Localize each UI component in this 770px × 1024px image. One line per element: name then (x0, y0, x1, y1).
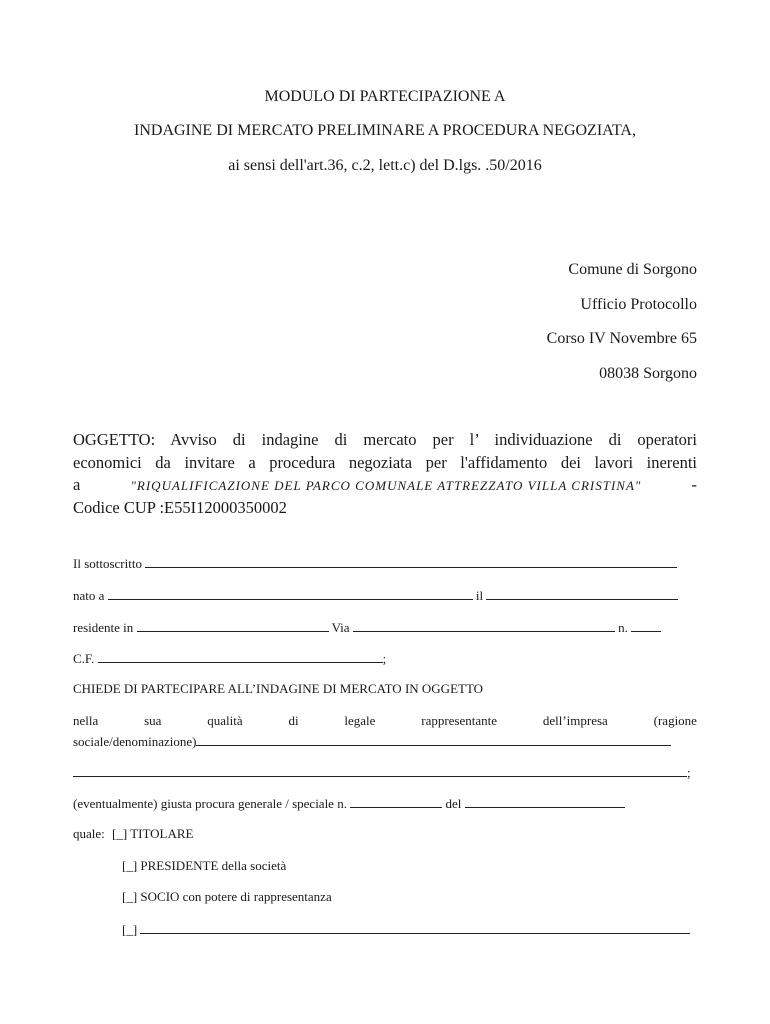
tax-code-field[interactable] (98, 650, 383, 663)
birthdate-field[interactable] (486, 587, 678, 600)
procura-row (73, 795, 625, 812)
recipient-line-4: 08038 Sorgono (599, 365, 697, 382)
procura-label: (eventualmente) giusta procura generale / speciale n. (73, 796, 347, 811)
company-name-field[interactable] (196, 733, 671, 746)
nato-row (73, 587, 678, 604)
recipient-line-1: Comune di Sorgono (568, 261, 697, 278)
residence-city-field[interactable] (137, 619, 329, 632)
quale-label: quale: (73, 826, 105, 841)
street-number-field[interactable] (631, 619, 661, 632)
company-name-continuation-row (73, 764, 691, 781)
cf-row (73, 650, 386, 667)
option-other-row (122, 921, 690, 938)
qualita-word-6: rappresentante (421, 713, 498, 728)
ragione-sociale-row (73, 733, 671, 750)
subject-line-2: economici da invitare a procedura negoziata per l'affidamento dei lavori inerenti (73, 453, 697, 472)
subject-line-3-prefix: a (73, 475, 81, 494)
qualita-word-5: legale (344, 713, 376, 728)
qualita-word-2: sua (144, 713, 162, 728)
request-heading: CHIEDE DI PARTECIPARE ALL’INDAGINE DI MERCATO IN OGGETTO (73, 681, 484, 696)
sottoscritto-field[interactable] (145, 555, 677, 568)
option-other-field[interactable] (140, 921, 690, 934)
cup-code: Codice CUP :E55I12000350002 (73, 498, 287, 517)
residente-in-label: residente in (73, 620, 134, 635)
option-titolare[interactable]: [_] TITOLARE (112, 826, 194, 841)
document-title-line-2: INDAGINE DI MERCATO PRELIMINARE A PROCEDURA NEGOZIATA, (134, 122, 636, 139)
subject-line-3-suffix: - (691, 475, 697, 494)
il-label: il (475, 588, 484, 603)
del-label: del (445, 796, 462, 811)
nato-a-label: nato a (73, 588, 105, 603)
option-presidente[interactable]: [_] PRESIDENTE della società (122, 858, 287, 873)
cf-end: ; (382, 651, 387, 666)
recipient-line-2: Ufficio Protocollo (580, 296, 697, 313)
subject-line-3 (73, 475, 697, 495)
number-label: n. (618, 620, 628, 635)
birthplace-field[interactable] (108, 587, 473, 600)
qualita-word-7: dell’impresa (542, 713, 608, 728)
quale-row (73, 826, 194, 842)
qualita-word-4: di (288, 713, 299, 728)
procura-date-field[interactable] (465, 795, 625, 808)
sottoscritto-row (73, 555, 677, 572)
via-label: Via (331, 620, 350, 635)
qualita-word-3: qualità (207, 713, 243, 728)
project-title: "RIQUALIFICAZIONE DEL PARCO COMUNALE ATTREZZATO VILLA CRISTINA" (130, 478, 642, 493)
company-name-continuation-field[interactable] (73, 764, 687, 777)
residenza-row (73, 619, 661, 636)
procura-number-field[interactable] (350, 795, 442, 808)
sottoscritto-label: Il sottoscritto (73, 556, 142, 571)
cf-label: C.F. (73, 651, 95, 666)
document-title-line-1: MODULO DI PARTECIPAZIONE A (264, 88, 506, 105)
qualita-row (73, 713, 697, 729)
option-socio[interactable]: [_] SOCIO con potere di rappresentanza (122, 889, 332, 904)
document-title-line-3: ai sensi dell'art.36, c.2, lett.c) del D.lgs. .50/2016 (228, 157, 542, 174)
option-other-checkbox[interactable]: [_] (122, 922, 138, 937)
subject-line-1: OGGETTO: Avviso di indagine di mercato per l’ individuazione di operatori (73, 430, 697, 449)
line-end: ; (687, 765, 691, 780)
street-field[interactable] (353, 619, 615, 632)
recipient-line-3: Corso IV Novembre 65 (546, 330, 697, 347)
qualita-word-8: (ragione (653, 713, 697, 728)
ragione-sociale-label: sociale/denominazione) (73, 734, 197, 749)
qualita-word-1: nella (73, 713, 99, 728)
